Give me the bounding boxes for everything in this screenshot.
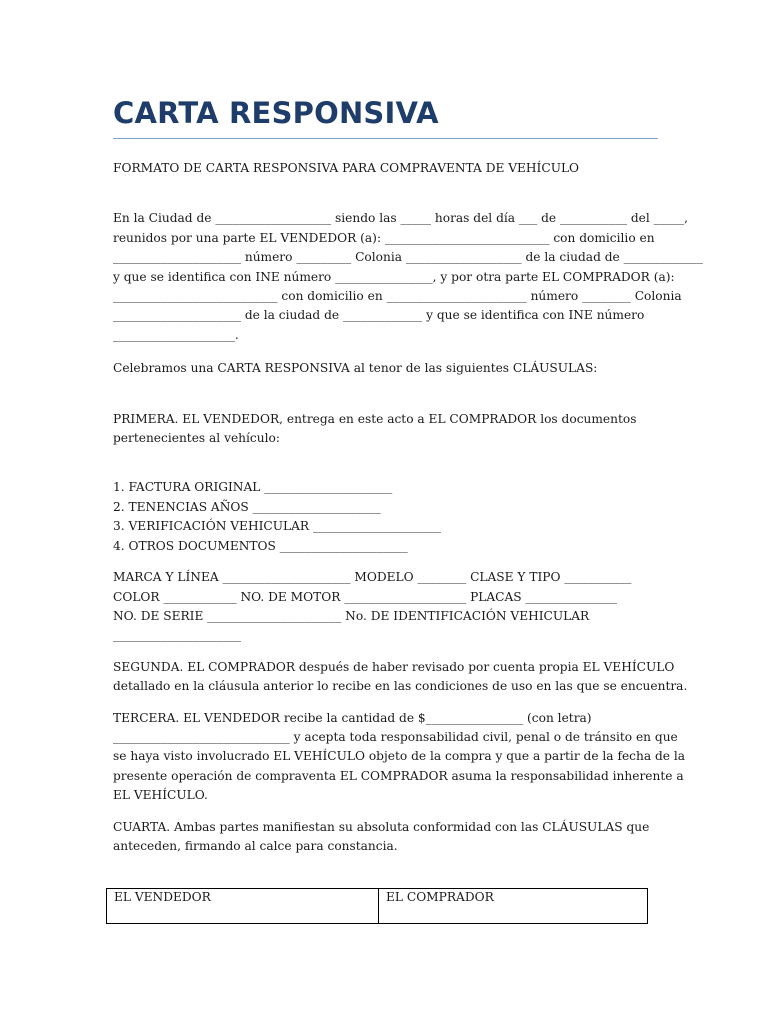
clause-line: EL VEHÍCULO. bbox=[113, 788, 208, 803]
clause-line: presente operación de compraventa EL COMPRADOR asuma la responsabilidad inherente a bbox=[113, 768, 684, 783]
intro-paragraph bbox=[113, 209, 703, 345]
intro-line: _____________________ número _________ Colonia ___________________ de la ciudad de _____________ bbox=[113, 250, 703, 265]
clause-line: anteceden, firmando al calce para constancia. bbox=[113, 838, 398, 853]
clause-tercera bbox=[113, 709, 686, 806]
clauses-intro: Celebramos una CARTA RESPONSIVA al tenor de las siguientes CLÁUSULAS: bbox=[113, 361, 598, 376]
clause-line: pertenecientes al vehículo: bbox=[113, 431, 280, 446]
documents-list bbox=[113, 478, 658, 556]
seller-signature-cell: EL VENDEDOR bbox=[107, 889, 379, 924]
vehicle-line: MARCA Y LÍNEA _____________________ MODELO ________ CLASE Y TIPO ___________ bbox=[113, 570, 632, 585]
list-item: 4. OTROS DOCUMENTOS _____________________ bbox=[113, 538, 408, 553]
clause-cuarta bbox=[113, 818, 658, 857]
intro-line: reunidos por una parte EL VENDEDOR (a): ___________________________ con domicilio en bbox=[113, 230, 655, 245]
list-item: 2. TENENCIAS AÑOS _____________________ bbox=[113, 499, 381, 514]
vehicle-line: NO. DE SERIE ______________________ No. DE IDENTIFICACIÓN VEHICULAR bbox=[113, 608, 590, 623]
document-title: CARTA RESPONSIVA bbox=[113, 96, 658, 139]
clause-line: PRIMERA. EL VENDEDOR, entrega en este acto a EL COMPRADOR los documentos bbox=[113, 411, 637, 426]
intro-line: En la Ciudad de ___________________ siendo las _____ horas del día ___ de ___________ del _____, bbox=[113, 211, 688, 226]
clause-segunda bbox=[113, 658, 688, 697]
intro-line: ___________________________ con domicilio en _______________________ número ________ Colonia bbox=[113, 289, 682, 304]
signature-table bbox=[106, 888, 648, 924]
vehicle-line: _____________________ bbox=[113, 628, 241, 643]
document-subtitle: FORMATO DE CARTA RESPONSIVA PARA COMPRAVENTA DE VEHÍCULO bbox=[113, 161, 580, 175]
clause-primera bbox=[113, 410, 658, 449]
list-item: 3. VERIFICACIÓN VEHICULAR _____________________ bbox=[113, 519, 441, 534]
clause-line: SEGUNDA. EL COMPRADOR después de haber revisado por cuenta propia EL VEHÍCULO bbox=[113, 659, 675, 674]
buyer-signature-cell: EL COMPRADOR bbox=[379, 889, 648, 924]
vehicle-line: COLOR ____________ NO. DE MOTOR ____________________ PLACAS _______________ bbox=[113, 589, 617, 604]
clause-line: TERCERA. EL VENDEDOR recibe la cantidad de $________________ (con letra) bbox=[113, 710, 592, 725]
clause-line: detallado en la cláusula anterior lo recibe en las condiciones de uso en las que se encuentra. bbox=[113, 679, 688, 694]
intro-line: ____________________. bbox=[113, 327, 239, 342]
clause-line: se haya visto involucrado EL VEHÍCULO objeto de la compra y que a partir de la fecha de la bbox=[113, 749, 686, 764]
vehicle-details bbox=[113, 568, 658, 646]
intro-line: _____________________ de la ciudad de _____________ y que se identifica con INE número bbox=[113, 308, 645, 323]
list-item: 1. FACTURA ORIGINAL _____________________ bbox=[113, 480, 393, 495]
document-page bbox=[113, 96, 703, 856]
intro-line: y que se identifica con INE número ________________, y por otra parte EL COMPRADOR (a): bbox=[113, 269, 675, 284]
clause-line: CUARTA. Ambas partes manifiestan su absoluta conformidad con las CLÁUSULAS que bbox=[113, 819, 650, 834]
clause-line: _____________________________ y acepta toda responsabilidad civil, penal o de tránsito en que bbox=[113, 729, 678, 744]
